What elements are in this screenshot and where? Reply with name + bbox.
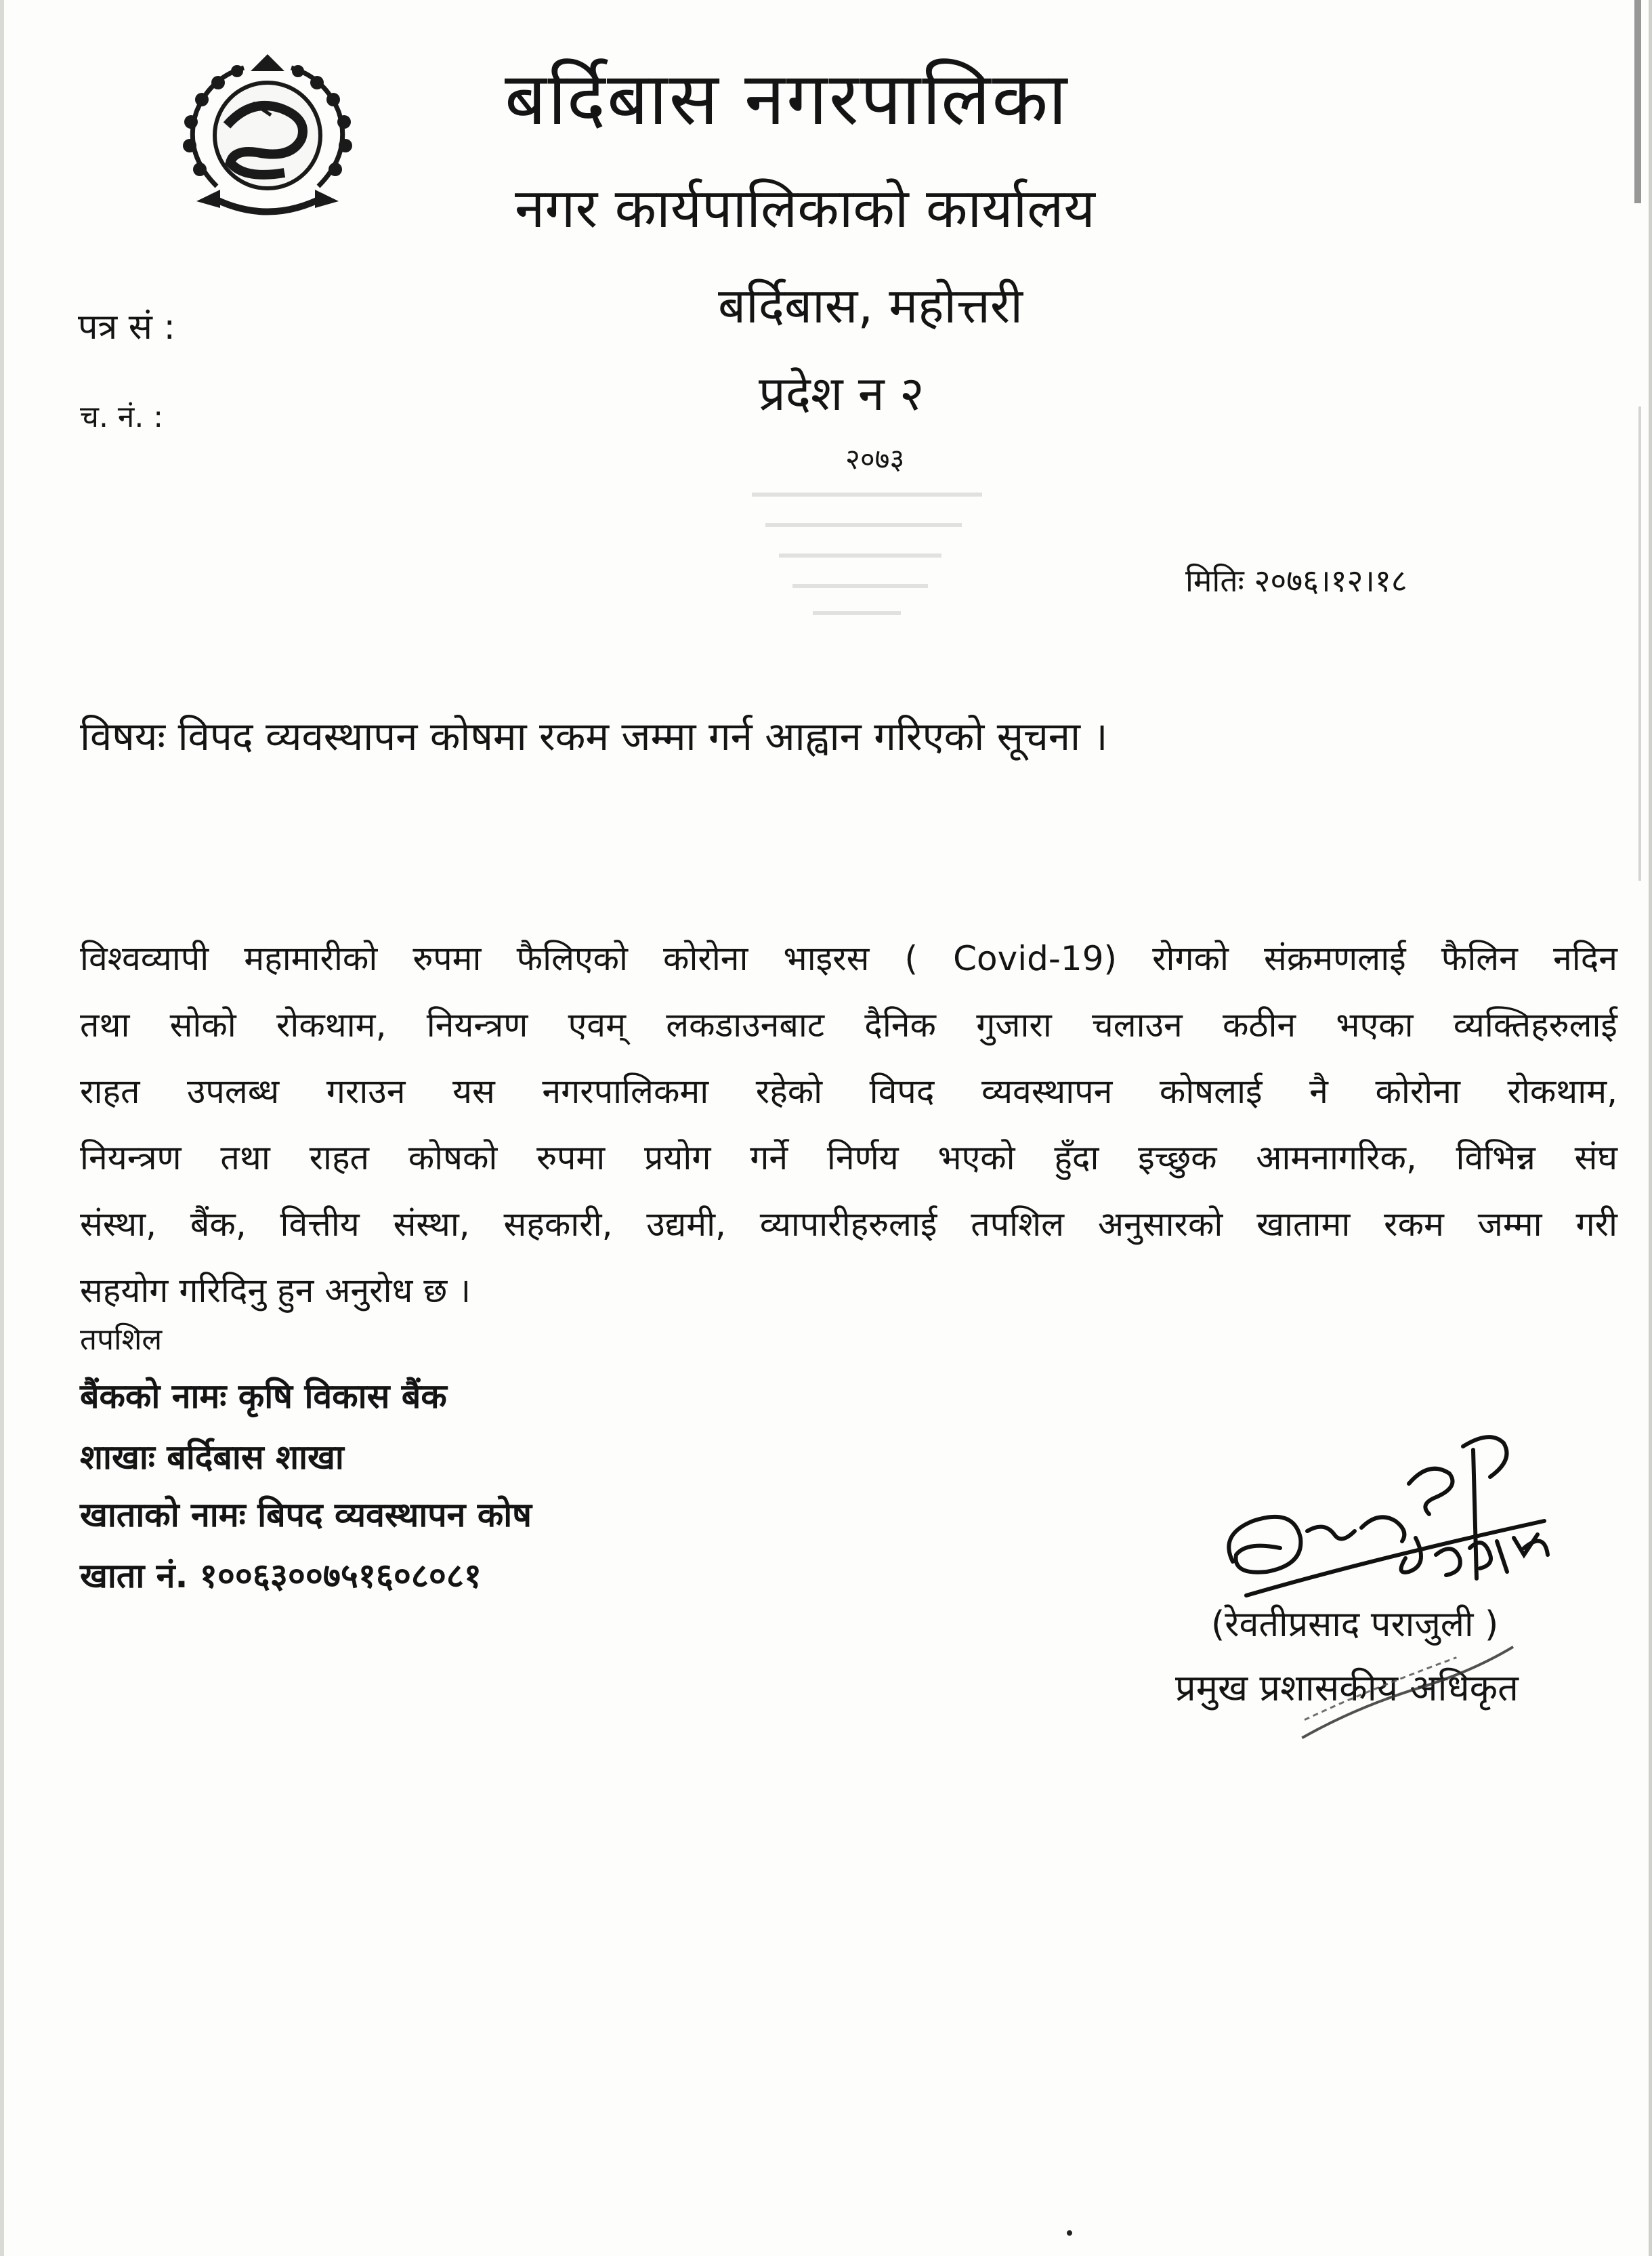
scan-shadow (1634, 0, 1641, 203)
letter-subject: विषयः विपद व्यवस्थापन कोषमा रकम जम्मा गर्न आह्वान गरिएको सूचना । (80, 713, 1108, 759)
account-number: खाता नं. १००६३००७५१६०८०८१ (80, 1556, 482, 1595)
municipality-name: बर्दिबास नगरपालिका (505, 57, 1069, 142)
scan-right-edge (1649, 0, 1652, 2256)
body-line: संस्था, बैंक, वित्तीय संस्था, सहकारी, उद्यमी, व्यापारीहरुलाई तपशिल अनुसारको खातामा रकम जम्मा गरी (80, 1205, 1617, 1244)
signatory-title: प्रमुख प्रशासकीय अधिकृत (1175, 1667, 1519, 1709)
body-paragraph (80, 938, 1617, 1337)
office-location: बर्दिबास, महोत्तरी (718, 277, 1023, 334)
letter-date: मितिः २०७६।१२।१८ (1185, 562, 1407, 599)
body-line: नियन्त्रण तथा राहत कोषको रुपमा प्रयोग गर्ने निर्णय भएको हुँदा इच्छुक आमनागरिक, विभिन्न संघ (80, 1138, 1617, 1177)
details-label: तपशिल (80, 1322, 163, 1357)
scan-shadow (1638, 406, 1641, 881)
faded-stamp (738, 474, 996, 630)
bank-branch: शाखाः बर्दिबास शाखा (80, 1438, 344, 1477)
establishment-year: २०७३ (845, 442, 905, 476)
reference-number-label: पत्र सं : (78, 307, 175, 348)
body-line: तथा सोको रोकथाम, नियन्त्रण एवम् लकडाउनबाट दैनिक गुजारा चलाउन कठीन भएका व्यक्तिहरुलाई (80, 1005, 1617, 1045)
dispatch-number-label: च. नं. : (80, 400, 164, 434)
scan-left-edge (0, 0, 4, 2256)
scan-speck (1067, 2230, 1072, 2236)
account-name: खाताको नामः बिपद व्यवस्थापन कोष (80, 1495, 532, 1534)
office-name: नगर कार्यपालिकाको कार्यालय (515, 177, 1095, 240)
signatory-name: (रेवतीप्रसाद पराजुली ) (1211, 1604, 1499, 1645)
body-line: राहत उपलब्ध गराउन यस नगरपालिकमा रहेको विपद व्यवस्थापन कोषलाई नै कोरोना रोकथाम, (80, 1072, 1617, 1111)
nepal-emblem-logo (169, 51, 366, 227)
province-name: प्रदेश न २ (759, 366, 925, 421)
body-line: विश्वव्यापी महामारीको रुपमा फैलिएको कोरोना भाइरस ( Covid-19) रोगको संक्रमणलाई फैलिन नदिन (80, 939, 1617, 978)
body-line: सहयोग गरिदिनु हुन अनुरोध छ । (80, 1271, 471, 1310)
bank-name: बैंकको नामः कृषि विकास बैंक (80, 1377, 447, 1416)
